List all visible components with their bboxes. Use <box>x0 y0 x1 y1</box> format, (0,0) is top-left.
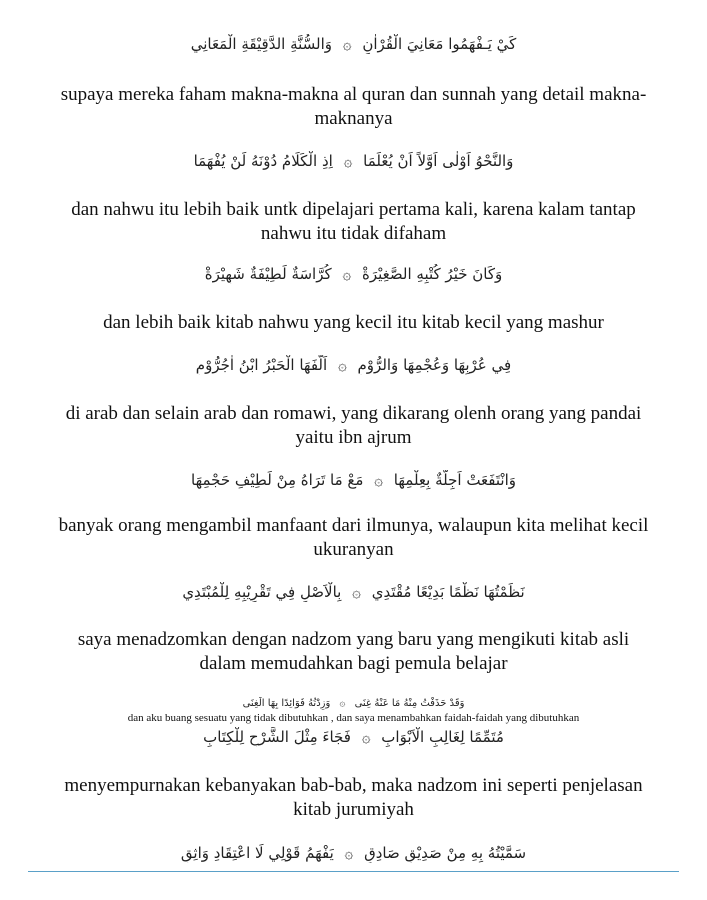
ornament-icon: ۞ <box>344 844 354 862</box>
translation-1-line-2: maknanya <box>314 108 393 129</box>
translation-4-line-1: di arab dan selain arab dan romawi, yang dikarang olenh orang yang pandai <box>65 403 642 424</box>
ornament-icon: ۞ <box>342 265 352 283</box>
verse-5-second-half: مَعْ مَا تَرَاهُ مِنْ لَطِيْفِ حَجْمِهَا <box>191 471 364 489</box>
translation-2-line-2: nahwu itu tidak difaham <box>260 223 447 244</box>
ornament-icon: ۞ <box>339 698 346 709</box>
footer-divider <box>28 871 679 872</box>
translation-4-line-2: yaitu ibn ajrum <box>295 427 412 448</box>
verse-7-second-half: وَزِدْتُهُ فَوَائِدًا بِهَا الْغِنَى <box>242 698 331 709</box>
translation-5-line-2: ukuranyan <box>313 539 394 560</box>
ornament-icon: ۞ <box>374 471 384 489</box>
arabic-verse-2 <box>30 151 677 171</box>
arabic-verse-6 <box>30 582 677 602</box>
ornament-icon: ۞ <box>361 728 371 746</box>
ornament-icon: ۞ <box>352 583 361 601</box>
verse-3-first-half: وَكَانَ خَيْرُ كُتْبِهِ الصَّغِيْرَةْ <box>362 265 503 283</box>
translation-2-line-1: dan nahwu itu lebih baik untk dipelajari pertama kali, karena kalam tantap <box>71 199 636 220</box>
translation-7-line-1: dan aku buang sesuatu yang tidak dibutuhkan , dan saya menambahkan faidah-faidah yang dibutuhkan <box>127 712 580 724</box>
arabic-verse-3 <box>30 264 677 284</box>
verse-9-second-half: يَفْهَمُ قَوْلِي لَا اعْتِقَادِ وَاثِقِ <box>180 844 334 862</box>
arabic-verse-5 <box>30 470 677 490</box>
verse-4-first-half: فِي عُرْبِهَا وَعُجْمِهَا وَالرُّوْمِ <box>357 356 512 374</box>
arabic-verse-4 <box>30 355 677 375</box>
translation-6-line-1: saya menadzomkan dengan nadzom yang baru yang mengikuti kitab asli <box>77 629 630 650</box>
arabic-verse-9 <box>30 843 677 863</box>
arabic-verse-8 <box>30 727 677 747</box>
translation-8-line-1: menyempurnakan kebanyakan bab-bab, maka nadzom ini seperti penjelasan <box>64 775 643 796</box>
arabic-verse-1 <box>30 34 677 54</box>
verse-8-first-half: مُتَمِّمًا لِغَالِبِ الْاَبْوَابِ <box>381 728 504 746</box>
translation-6-line-2: dalam memudahkan bagi pemula belajar <box>199 653 508 674</box>
ornament-icon: ۞ <box>337 356 347 374</box>
verse-2-second-half: اِذِ الْكَلَامُ دُوْنَهُ لَنْ يُفْهَمَا <box>193 152 333 170</box>
verse-2-first-half: وَالنَّحْوُ اَوْلٰى اَوَّلاً اَنْ يُعْلَمَا <box>363 152 514 170</box>
verse-8-second-half: فَجَاءَ مِثْلَ الشَّرْحِ لِلْكِتَابِ <box>203 728 351 746</box>
verse-5-first-half: وَانْتَفَعَتْ اَجِلَّةٌ بِعِلْمِهَا <box>393 471 516 489</box>
ornament-icon: ۞ <box>343 152 353 170</box>
verse-7-first-half: وَقَدْ حَذَفْتُ مِنْهُ مَا عَنْهُ غِنَى <box>354 698 465 709</box>
arabic-verse-7 <box>30 697 677 710</box>
translation-8-line-2: kitab jurumiyah <box>293 799 414 820</box>
verse-1-first-half: كَيْ يَـفْهَمُوا مَعَانِيَ الْقُرْاٰنِ <box>362 35 517 53</box>
translation-1-line-1: supaya mereka faham makna-makna al quran dan sunnah yang detail makna- <box>60 84 647 105</box>
translation-3-line-1: dan lebih baik kitab nahwu yang kecil itu kitab kecil yang mashur <box>103 312 604 333</box>
verse-6-first-half: نَظَمْتُهَا نَظْمًا بَدِيْعًا مُقْتَدِي <box>371 583 525 601</box>
verse-3-second-half: كُرَّاسَةٌ لَطِيْفَةٌ شَهِيْرَةْ <box>204 265 332 283</box>
translation-5-line-1: banyak orang mengambil manfaant dari ilmunya, walaupun kita melihat kecil <box>58 515 649 536</box>
verse-4-second-half: اَلَّفَهَا الْحَبْرُ ابْنُ اٰجُرُّوْمِ <box>195 356 328 374</box>
verse-9-first-half: سَمَّيْتُهُ بِهِ مِنْ صَدِيْقٍ صَادِقِ <box>364 844 527 862</box>
ornament-icon: ۞ <box>342 35 352 53</box>
verse-1-second-half: وَالسُّنَّةِ الدَّقِيْقَةِ الْمَعَانِي <box>190 35 333 53</box>
verse-6-second-half: بِالْاَصْلِ فِي تَقْرِيْبِهِ لِلْمُبْتَدِي <box>182 583 342 601</box>
